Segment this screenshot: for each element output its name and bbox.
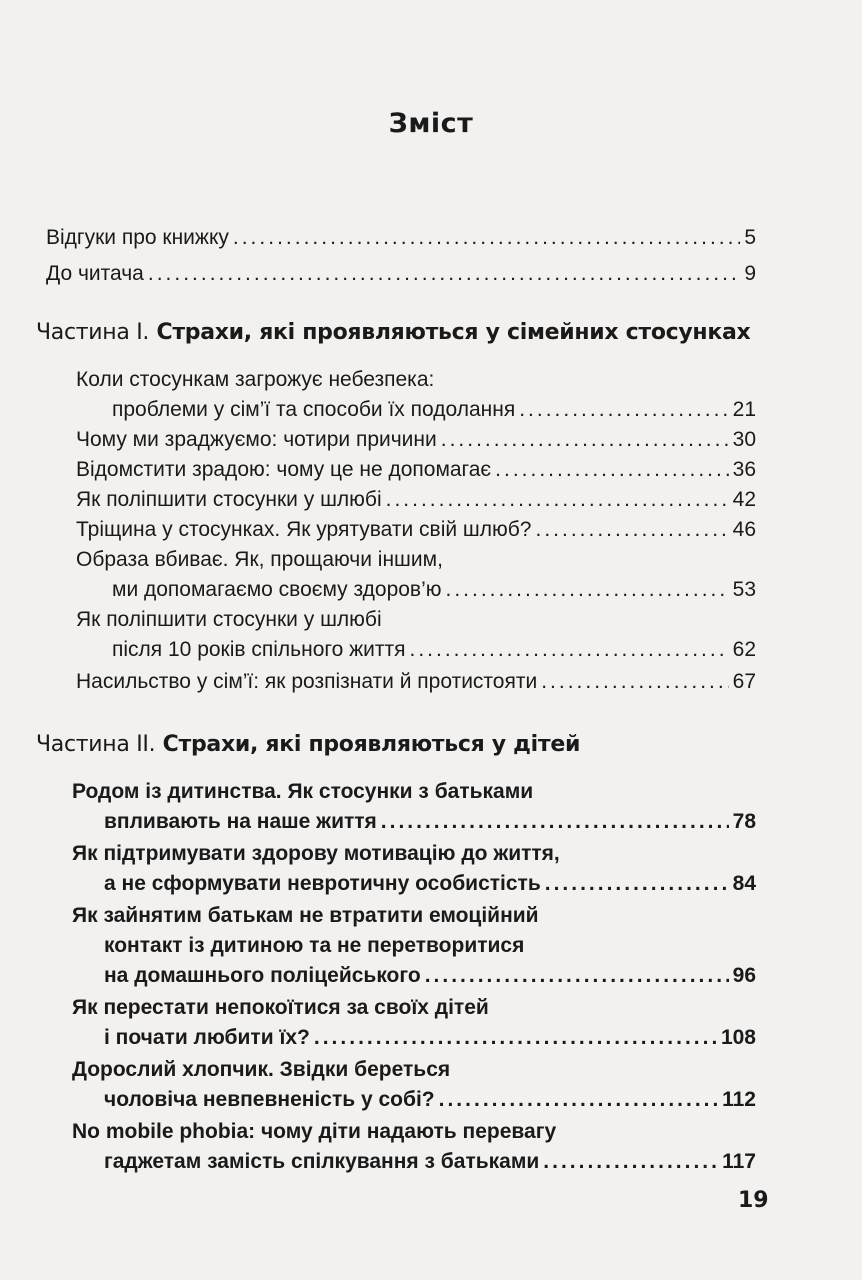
toc-entry-page: 112	[722, 1088, 756, 1111]
toc-entry-text: Відгуки про книжку	[46, 226, 229, 249]
toc-entry-text: No mobile phobia: чому діти надають перевагу	[72, 1120, 557, 1143]
toc-entry-text: Дорослий хлопчик. Звідки береться	[72, 1058, 451, 1081]
toc-entry-page: 117	[722, 1150, 756, 1173]
leader-dots	[381, 808, 729, 836]
toc-entry-text: Як зайнятим батькам не втратити емоційний	[72, 904, 539, 927]
toc-entry	[46, 260, 756, 288]
toc-entry-text: ми допомагаємо своєму здоров’ю	[112, 578, 442, 601]
toc-entry	[104, 808, 756, 836]
toc-entry-page: 9	[744, 262, 756, 285]
toc-entry-page: 42	[732, 488, 756, 511]
toc-entry-page: 62	[732, 638, 756, 661]
toc-entry	[112, 636, 756, 664]
page-number: 19	[738, 1188, 769, 1213]
part-label: Частина I.	[36, 320, 150, 345]
toc-entry-text: Образа вбиває. Як, прощаючи іншим,	[76, 548, 443, 571]
toc-entry-page: 5	[744, 226, 756, 249]
toc-entry-page: 30	[732, 428, 756, 451]
toc-entry-text: контакт із дитиною та не перетворитися	[104, 934, 525, 957]
toc-entry	[104, 962, 756, 990]
toc-entry	[46, 224, 756, 252]
toc-entry-text: на домашнього поліцейського	[104, 964, 421, 987]
leader-dots	[446, 576, 729, 604]
leader-dots	[314, 1024, 717, 1052]
leader-dots	[439, 1086, 718, 1114]
toc-entry-text: Як поліпшити стосунки у шлюбі	[76, 608, 382, 631]
part-title: Страхи, які проявляються у сімейних стосунках	[156, 320, 751, 345]
toc-entry-text: Як перестати непокоїтися за своїх дітей	[72, 996, 489, 1019]
leader-dots	[519, 396, 728, 424]
toc-entry	[104, 870, 756, 898]
page-title: Зміст	[388, 108, 474, 139]
toc-entry	[112, 576, 756, 604]
toc-entry-text: Чому ми зраджуємо: чотири причини	[76, 428, 437, 451]
toc-entry-page: 21	[732, 398, 756, 421]
toc-entry	[104, 1024, 756, 1052]
toc-entry-page: 108	[720, 1026, 756, 1049]
toc-entry-text: Як поліпшити стосунки у шлюбі	[76, 488, 382, 511]
leader-dots	[543, 1148, 718, 1176]
toc-entry-text: Насильство у сім’ї: як розпізнати й протистояти	[76, 670, 538, 693]
toc-entry	[112, 396, 756, 424]
toc-entry-text: а не сформувати невротичну особистість	[104, 872, 541, 895]
toc-entry	[76, 426, 756, 454]
toc-entry-text: гаджетам замість спілкування з батьками	[104, 1150, 540, 1173]
part-heading	[36, 320, 750, 345]
toc-entry	[104, 1086, 756, 1114]
leader-dots	[410, 636, 729, 664]
toc-entry	[76, 456, 756, 484]
leader-dots	[536, 516, 729, 544]
leader-dots	[495, 456, 728, 484]
leader-dots	[441, 426, 729, 454]
toc-entry-text: Родом із дитинства. Як стосунки з батьками	[72, 780, 534, 803]
toc-entry-page: 53	[732, 578, 756, 601]
toc-entry	[76, 668, 756, 696]
toc-entry-text: Тріщина у стосунках. Як урятувати свій шлюб?	[76, 518, 532, 541]
leader-dots	[425, 962, 729, 990]
toc-entry-page: 96	[732, 964, 756, 987]
toc-entry-text: проблеми у сім’ї та способи їх подолання	[112, 398, 516, 421]
leader-dots	[541, 668, 728, 696]
leader-dots	[148, 260, 740, 288]
toc-entry-page: 67	[732, 670, 756, 693]
toc-entry-text: і почати любити їх?	[104, 1026, 310, 1049]
toc-entry-page: 84	[732, 872, 756, 895]
toc-entry	[76, 516, 756, 544]
toc-entry-text: Як підтримувати здорову мотивацію до життя,	[72, 842, 560, 865]
leader-dots	[233, 224, 740, 252]
toc-entry-text: Відомстити зрадою: чому це не допомагає	[76, 458, 492, 481]
leader-dots	[386, 486, 729, 514]
part-heading	[36, 732, 580, 757]
part-label: Частина II.	[36, 732, 156, 757]
toc-entry-text: чоловіча невпевненість у собі?	[104, 1088, 435, 1111]
toc-entry-page: 36	[732, 458, 756, 481]
toc-entry-text: До читача	[46, 262, 144, 285]
leader-dots	[545, 870, 729, 898]
toc-entry-page: 78	[732, 810, 756, 833]
toc-entry-text: після 10 років спільного життя	[112, 638, 406, 661]
toc-entry	[104, 1148, 756, 1176]
toc-entry	[76, 486, 756, 514]
toc-entry-text: Коли стосункам загрожує небезпека:	[76, 368, 435, 391]
toc-entry-page: 46	[732, 518, 756, 541]
toc-entry-text: впливають на наше життя	[104, 810, 377, 833]
part-title: Страхи, які проявляються у дітей	[162, 732, 581, 757]
